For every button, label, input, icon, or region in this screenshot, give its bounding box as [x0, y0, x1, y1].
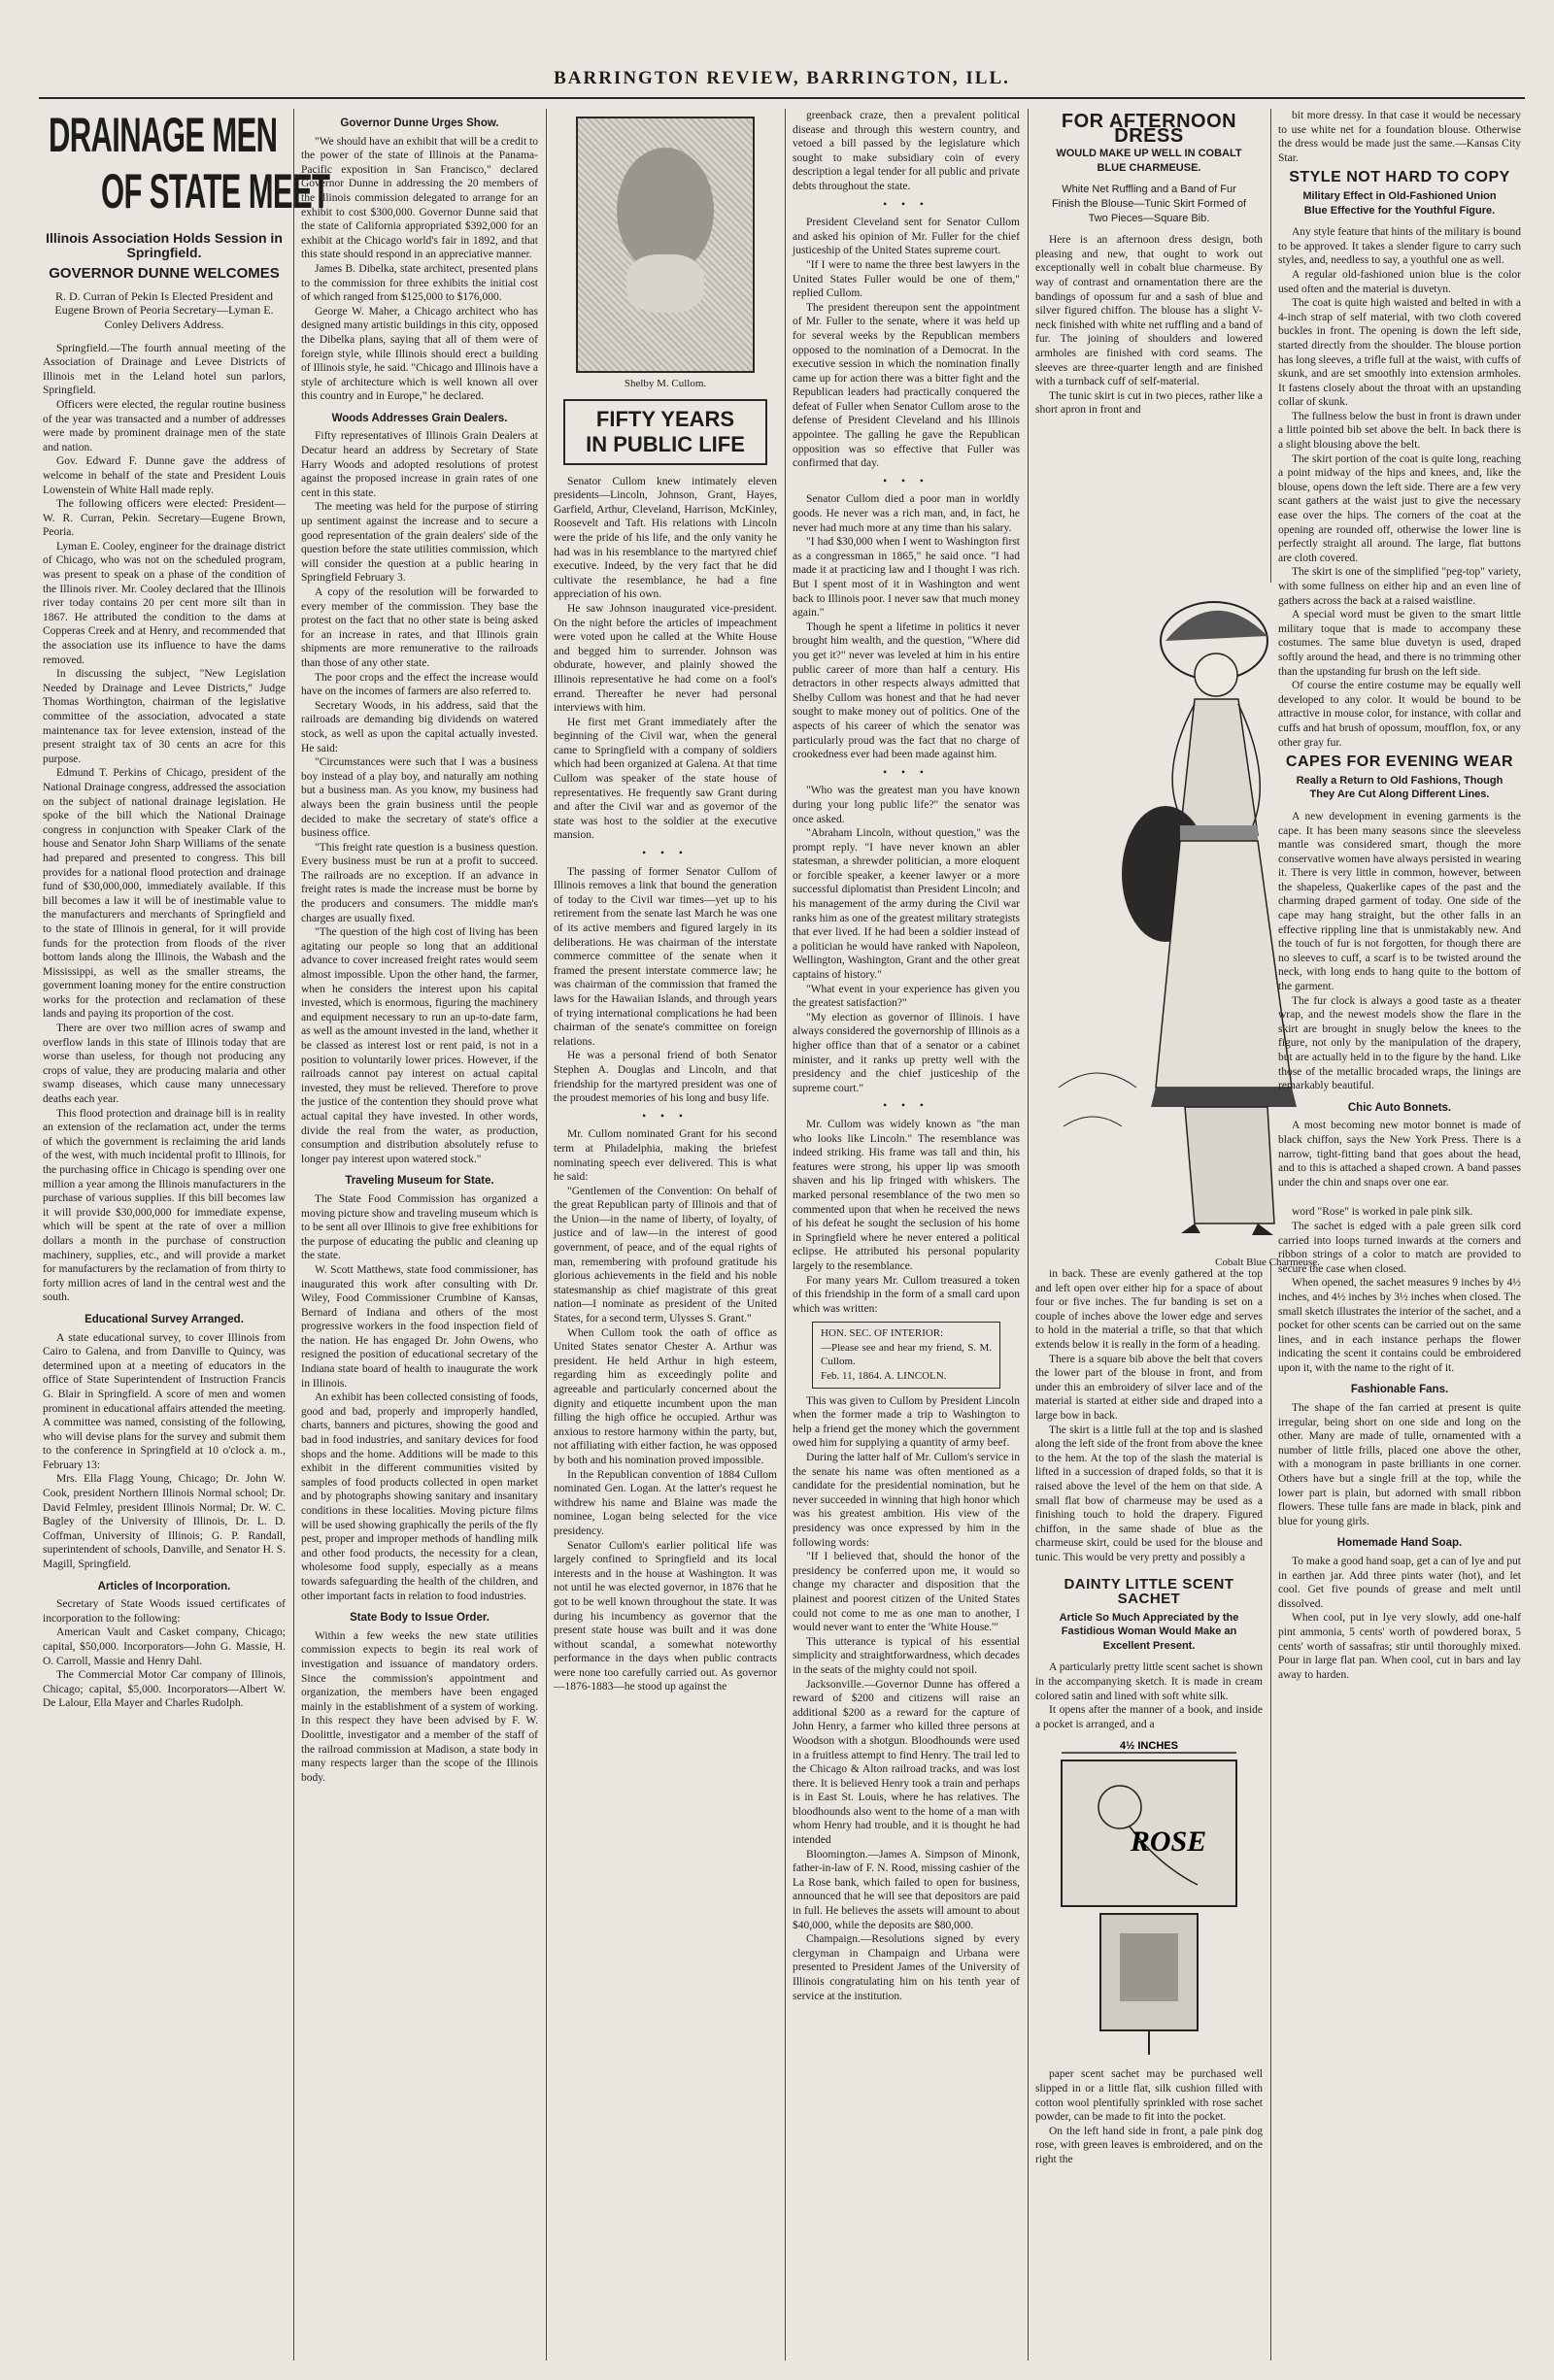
paragraph: He saw Johnson inaugurated vice-president. On the night before the articles of impeachment were voted upon he called at the White House and begged him to surrender. Johnson was obdurate, however, and plainly showed the Illinois representative he had come on a fool's errand. Thereafter he never had personal interviews with him. [554, 602, 777, 715]
paragraph: "Circumstances were such that I was a business boy instead of a play boy, and naturally am nothing but a business man. As you know, my business had always been the grain business until the people decided to make the secretary of state's office a business office. [301, 756, 538, 840]
paragraph: James B. Dibelka, state architect, presented plans to the commission for three exhibits the initial cost of which ranged from $125,000 to $176,000. [301, 262, 538, 304]
paragraph: He was a personal friend of both Senator Stephen A. Douglas and Lincoln, and that friendship for the martyred president was one of the proudest memories of his long and busy life. [554, 1050, 777, 1105]
paragraph: The shape of the fan carried at present is quite irregular, being short on one side and long on the other. Many are made of tulle, ornamented with a number of little frills, placed one above the other, with a monogram in paste brilliants in one corner. Others have but a single frill at the top, while the lower part is plain, but adorned with small ribbon flowers. These tulle fans are made in black, pink and blue for young girls. [1278, 1402, 1521, 1527]
column-2 [301, 109, 538, 2361]
headline: CAPES FOR EVENING WEAR [1285, 754, 1514, 771]
paragraph: "If I were to name the three best lawyers in the United States Fuller would be one of them," replied Cullom. [793, 258, 1020, 300]
paragraph: paper scent sachet may be purchased well slipped in or a little flat, silk cushion filled with cotton wool plentifully sprinkled with rose sachet powder, can be made to fit into the pocket. [1035, 2068, 1263, 2124]
boxed-headline [563, 399, 767, 465]
section-heading: Traveling Museum for State. [345, 1175, 494, 1188]
paragraph: in back. These are evenly gathered at the top and left open over either hip for a space of about four or five inches. The fur banding is set on a couple of inches above the lower edge and serves to hold in the material a trifle, so that that which extends below it is really in the form of a heading. [1035, 1268, 1263, 1351]
note-line: HON. SEC. OF INTERIOR: [821, 1327, 944, 1340]
paragraph: A state educational survey, to cover Illinois from Cairo to Galena, and from Danville to Quincy, was determined upon at a meeting of educators in the office of State Superintendent of Instruction Francis G. Blair in Springfield. A score of men and women prominent in educational affairs attended the meeting. A committee was named, consisting of the following, who will devise plans for the survey and submit them to the conference in Springfield at 10 o'clock a. m., February 13: [43, 1331, 286, 1471]
paragraph: There are over two million acres of swamp and overflow lands in this state of Illinois today that are worse than useless, for though not producing any crops of value, they are producing malaria and other swamp diseases, which cause many unnecessary deaths each year. [43, 1022, 286, 1106]
section-heading: Woods Addresses Grain Dealers. [331, 412, 508, 424]
paragraph: "What event in your experience has given you the greatest satisfaction?" [793, 983, 1020, 1010]
deck: WOULD MAKE UP WELL IN COBALT BLUE CHARMEUSE. [1056, 148, 1242, 174]
sachet-illustration [1042, 1739, 1256, 2060]
lincoln-note [812, 1322, 1000, 1388]
column-rule [1028, 109, 1029, 2361]
paragraph: Mrs. Ella Flagg Young, Chicago; Dr. John W. Cook, president Northern Illinois Normal school; Dr. David Felmley, president Illinois Normal; Dr. W. C. Bagley of the University of Illinois, Dr. L. D. Coffman, University of Illinois; G. P. Randall, superintendent of schools, Danville, and Senator H. S. Magill, Springfield. [43, 1473, 286, 1571]
paragraph: Gov. Edward F. Dunne gave the address of welcome in behalf of the state and President Louis Lowenstein of White Hall made reply. [43, 455, 286, 496]
paragraph: "Abraham Lincoln, without question," was the prompt reply. "I have never known an abler statesman, a shrewder politician, a more eloquent or forcible speaker, a keener lawyer or a more successful diplomatist than President Lincoln; and his management of the army during the Civil war ranks him as one of the greatest military strategists that ever lived. If he had been a soldier instead of a politician he would have ranked with Napoleon, Wellington, Washington, Grant and the other great captains of history." [793, 827, 1020, 982]
paragraph: This utterance is typical of his essential simplicity and straightforwardness, which decades in the seats of the mighty could not spoil. [793, 1635, 1020, 1676]
deck: Really a Return to Old Fashions, Though They Are Cut Along Different Lines. [1296, 774, 1503, 801]
headline: DRAINAGE MEN [49, 108, 278, 162]
paragraph: Of course the entire costume may be equally well developed to any color. It would be bound to be attractive in mouse color, for instance, with collar and cuffs and hat brush of opossum, moufflon, fox, or any other gray fur. [1278, 680, 1521, 749]
paragraph: He first met Grant immediately after the beginning of the Civil war, when the general came to Springfield with a company of soldiers which had been organized at Galena. At that time Cullom was speaker of the state house of representatives. He frequently saw Grant during and after the Civil war and as governor of the state was host to the soldier at the executive mansion. [554, 716, 777, 842]
deck: Military Effect in Old-Fashioned Union Blue Effective for the Youthful Figure. [1302, 189, 1497, 217]
paragraph: "We should have an exhibit that will be a credit to the power of the state of Illinois at the Panama-Pacific exposition in San Francisco," declared Governor Dunne in addressing the 20 members of the Illinois commission delegated to arrange for an exhibit to cost $300,000. Governor Dunne said that the state of California appropriated $392,000 for an exhibit at the Chicago world's fair in 1892, and that this state should respond in an appreciative manner. [301, 135, 538, 261]
paragraph: Senator Cullom died a poor man in worldly goods. He never was a rich man, and, in fact, he never had much more at any time than his salary. [793, 493, 1020, 534]
paragraph: The sachet is edged with a pale green silk cord carried into loops turned inwards at the corners and ribbon strings of a color to match are provided to secure the case when closed. [1278, 1220, 1521, 1275]
paragraph: Springfield.—The fourth annual meeting of the Association of Drainage and Levee Districts of Illinois met in the Leland hotel sun parlors, Springfield. [43, 342, 286, 397]
portrait-caption: Shelby M. Cullom. [624, 378, 707, 389]
paragraph: A particularly pretty little scent sachet is shown in the accompanying sketch. It is made in cream colored satin and lined with soft white silk. [1035, 1661, 1263, 1702]
paragraph: "I had $30,000 when I went to Washington first as a congressman in 1865," he said once. "I had made it at practicing law and I thought I was rich. But I spent most of it in Washington and went back to Illinois poor. I never saw that much money again." [793, 536, 1020, 620]
paragraph: The fur clock is always a good taste as a theater wrap, and the newest models show the flare in the skirt are brought in snugly below the knees to the figure, not only by the manipulation of the drapery, but are actually held in to the figure by the hand. Like those of the metallic brocaded wraps, the linings are remarkably beautiful. [1278, 994, 1521, 1092]
paragraph: The tunic skirt is cut in two pieces, rather like a short apron in front and [1035, 389, 1263, 417]
paragraph: Jacksonville.—Governor Dunne has offered a reward of $200 and citizens will raise an additional $200 as a reward for the capture of John Henry, a farmer who killed three persons at Woodson with a shotgun. Bloodhounds were used in a fruitless attempt to find Henry. The trail led to the Chicago & Alton railroad tracks, and was lost there. It is believed Henry took a train and perhaps is in East St. Louis, where he has relatives. The bloodhounds also went to the home of a man with whom Henry had trouble, and it is thought he had intended [793, 1678, 1020, 1847]
deck: R. D. Curran of Pekin Is Elected President and Eugene Brown of Peoria Secretary—Lyman E. Conley Delivers Address. [54, 288, 274, 331]
paragraph: On the left hand side in front, a pale pink dog rose, with green leaves is embroidered, and on the right the [1035, 2125, 1263, 2165]
paragraph: Lyman E. Cooley, engineer for the drainage district of Chicago, who was not on the scheduled program, was present to speak on a phase of the condition of the Illinois river. Mr. Cooley declared that the Illinois river today contains 20 per cent more silt than in 1867. He attributed the condition to the dams at Copperas Creek and at Henry, and recommended that the association use its influence to have the dams removed. [43, 540, 286, 666]
column-rule [293, 109, 294, 2361]
paragraph: Any style feature that hints of the military is bound to be approved. It takes a slender figure to carry such styles, and, needless to say, a youthful one as well. [1278, 226, 1521, 267]
headline-line: IN PUBLIC LIFE [586, 431, 745, 456]
separator: • • • [883, 475, 929, 487]
section-heading: Fashionable Fans. [1350, 1384, 1449, 1396]
section-heading: Homemade Hand Soap. [1336, 1537, 1463, 1550]
section-heading: State Body to Issue Order. [350, 1612, 490, 1625]
paragraph: Edmund T. Perkins of Chicago, president of the National Drainage congress, addressed the association on the subject of national drainage legislation. He spoke of the bill which the National Drainage congress in conjunction with Speaker Clark of the house and Senator John Sharp Williams of the senate had prepared and presented to congress. This bill provides for a national flood protection and drainage fund of $30,000,000, immediately available. If this bill becomes a law it will be of inestimable value to the manufacturers and merchants of Springfield and to the state of Illinois in general, for it will provide funds for the protection from floods of the river bottom lands along the Illinois, the Wabash and the Mississippi, as well as the smaller streams, the government loaning money for the entire construction works for the protection and reclamation of these lands and paying its proportion of the cost. [43, 767, 286, 1021]
paragraph: Fifty representatives of Illinois Grain Dealers at Decatur heard an address by Secretary of State Harry Woods and adopted resolutions of protest against the proposed increase in grain rates of one cent in this state. [301, 430, 538, 499]
paragraph: Senator Cullom's earlier political life was largely confined to Springfield and its local interests and in the house at Washington. It was not until he was elected governor, in 1876 that he got to be well known throughout the state. It was during his incumbency as governor that the present state house was built and it was done without scandal, a somewhat noteworthy performance in the days when public contracts were none too carefully carried out. As governor—1876-1883—he stood up against the [554, 1539, 777, 1693]
column-1 [43, 108, 330, 2361]
note-line: —Please see and hear my friend, S. M. Cullom. [821, 1341, 992, 1368]
separator: • • • [642, 1110, 689, 1123]
paragraph: A special word must be given to the smart little military toque that is made to accompany these costumes. The same blue duvetyn is used, draped softly around the head, and there is no trimming other than the upstanding fur brush on the left side. [1278, 609, 1521, 678]
paragraph: To make a good hand soap, get a can of lye and put in earthen jar. Add three pints water (hot), and let cool. Get five pounds of grease and melt until dissolved. [1278, 1556, 1521, 1610]
paragraph: When Cullom took the oath of office as United States senator Chester A. Arthur was president. He held Arthur in high esteem, regarding him as exceedingly polite and agreeable and particularly concerned about the dignity and etiquette incumbent upon the man filling the high office he occupied. Arthur was anxious to restore harmony within the party, but, not affiliating with either faction, he was opposed by both and his nomination proved impossible. [554, 1326, 777, 1466]
paragraph: Though he spent a lifetime in politics it never brought him wealth, and the question, "Where did you get it?" never was leveled at him in his entire public career of more than half a century. His detractors in other respects always admitted that Shelby Cullom was honest and that he had never sought to make money out of politics. One of the aspects of his career of which the senator was particularly proud was the fact that no charge of crookedness ever had been made against him. [793, 620, 1020, 761]
deck: GOVERNOR DUNNE WELCOMES [49, 265, 280, 283]
section-heading: Governor Dunne Urges Show. [340, 117, 499, 129]
separator: • • • [883, 1100, 929, 1113]
paragraph: The fullness below the bust in front is drawn under a little pointed bib set above the belt. In back there is a slight blousing above the belt. [1278, 410, 1521, 452]
section-heading: Educational Survey Arranged. [84, 1313, 244, 1325]
paragraph: Champaign.—Resolutions signed by every clergyman in Champaign and Urbana were presented to President James of the University of Illinois congratulating him on his tenth year of service at the institution. [793, 1933, 1020, 2002]
paragraph: When opened, the sachet measures 9 inches by 4½ inches, and 4½ inches by 3½ inches when closed. The small sketch illustrates the interior of the sachet, and a pocket for other scents can be carried out on the same lines, and in each instance perhaps the flower indicating the scent it contains could be embroidered upon it, with the name to the right of it. [1278, 1277, 1521, 1374]
portrait-beard [626, 254, 704, 313]
masthead-title: BARRINGTON REVIEW, BARRINGTON, ILL. [554, 68, 1010, 88]
sachet-icon [1042, 1739, 1256, 2060]
paragraph: The president thereupon sent the appointment of Mr. Fuller to the senate, where it was held up for several weeks by the Republican members opposed to the nomination of a Democrat. In the executive session in which the nomination finally came up for action there was a bitter fight and the Republican leaders had practically conquered the defeat of Fuller when Senator Cullom arose to the defense of President Cleveland and his Illinois appointee. The galling he gave the Republican opposition was so effective that Fuller was confirmed that day. [793, 301, 1020, 470]
paragraph: This was given to Cullom by President Lincoln when the former made a trip to Washington to help a friend get the money which the government owed him for supplying a quantity of army beef. [793, 1394, 1020, 1450]
column-rule [546, 109, 547, 2361]
paragraph: For many years Mr. Cullom treasured a token of this friendship in the form of a small card upon which was written: [793, 1274, 1020, 1315]
paragraph: Mr. Cullom nominated Grant for his second term at Philadelphia, making the briefest nominating speech ever delivered. This is what he said: [554, 1128, 777, 1184]
sachet-dimension: 4½ INCHES [1120, 1740, 1178, 1753]
paragraph: President Cleveland sent for Senator Cullom and asked his opinion of Mr. Fuller for the chief justiceship of the United States supreme court. [793, 217, 1020, 257]
separator: • • • [883, 766, 929, 779]
paragraph: The Commercial Motor Car company of Illinois, Chicago; capital, $5,000. Incorporators—Albert W. De Lalour, Ella Mayer and Charles Rudolph. [43, 1669, 286, 1710]
headline-block [43, 108, 330, 223]
paragraph: When cool, put in lye very slowly, add one-half pint ammonia, 5 cents' worth of powdered borax, 5 cents' worth of sassafras; stir until thoroughly mixed. Pour in large flat pan. When cool, cut in bars and lay away to harden. [1278, 1612, 1521, 1681]
spacer [1035, 418, 1263, 421]
separator: • • • [642, 848, 689, 860]
paragraph: greenback craze, then a prevalent political disease and through this western country, and vetoed a bill passed by the legislature which sought to make subsidiary coin of every description a legal tender for all public and private debts throughout the state. [793, 110, 1020, 192]
paragraph: A most becoming new motor bonnet is made of black chiffon, says the New York Press. There is a narrow, tight-fitting band that goes about the head, and to this is attached a shaped crown. A band passes under the chin and snaps over one ear. [1278, 1120, 1521, 1189]
headline-line: FIFTY YEARS [595, 406, 735, 431]
column-3 [554, 109, 777, 2361]
figure-caption: Cobalt Blue Charmeuse. [1215, 1257, 1320, 1268]
paragraph: In discussing the subject, "New Legislation Needed by Drainage and Levee Districts," Judge Thomas Worthington, chairman of the legislative committee of the association, advocated a state maintenance tax for levee extension, instead of the present straight tax of 30 cents an acre for this purpose. [43, 668, 286, 765]
paragraph: Within a few weeks the new state utilities commission expects to begin its real work of investigation and issuance of mandatory orders. Since the commission's appointment and organization, the members have been engaged mainly in the establishment of a system of working. In this respect they have been advised by F. W. Doolittle, investigator and a member of the staff of the railroad commission at Madison, a state body in many respects larger than the scope of the Illinois body. [301, 1629, 538, 1784]
paragraph: A regular old-fashioned union blue is the color used often and the material is duvetyn. [1278, 268, 1521, 295]
paragraph: An exhibit has been collected consisting of foods, good and bad, properly and improperly handled, charts, banners and pictures, showing the good and bad in food industries, and sanitary devices for food shops and the home. Additions will be made to this exhibit in the different communities visited by samples of food products collected in open market and by photographs showing sanitary and insanitary conditions in these localities. Moving picture films will be used showing graphically the perils of the fly pest, proper and improper methods of handling milk and other food products, the necessity for a clean, wholesome food supply, especially as a means towards safeguarding the health of the children, and other important facts in relation to food industries. [301, 1391, 538, 1602]
column-rule [785, 109, 786, 2361]
paragraph: "This freight rate question is a business question. Every business must be run at a profit to succeed. The railroads are no exception. If an advance in freight rates is made the increase must be borne by the producers and consumers. The middle man's charges are usually fixed. [301, 841, 538, 924]
paragraph: "Who was the greatest man you have known during your long public life?" the senator was once asked. [793, 785, 1020, 825]
paragraph: "Gentlemen of the Convention: On behalf of the great Republican party of Illinois and that of the Union—in the name of liberty, of loyalty, of justice and of law—in the interest of good government, of peace, and of the equal rights of man, remembering with profound gratitude his glorious achievements in the field and his noble statesmanship as chief magistrate of this great nation—I nominate as president of the United States, for a second term, Ulysses S. Grant." [554, 1185, 777, 1325]
headline: FOR AFTERNOON DRESS [1061, 111, 1237, 147]
paragraph: Officers were elected, the regular routine business of the year was transacted and a number of addresses were made by prominent drainage men of the state and nation. [43, 398, 286, 453]
paragraph: The skirt portion of the coat is quite long, reaching a point midway of the hips and knees, and, like the blouse, opens down the left side. There are a few very scant gathers at the waist just to give the necessary ease over the hips. The corners of the coat at the opening are rounded off, otherwise the lower line is perfectly straight all around. The large, flat buttons are cloth covered. [1278, 453, 1521, 564]
separator: • • • [883, 198, 929, 211]
portrait-image [576, 117, 755, 373]
paragraph: The poor crops and the effect the increase would have on the incomes of farmers are also referred to. [301, 671, 538, 698]
paragraph: Bloomington.—James A. Simpson of Minonk, father-in-law of F. N. Rood, missing cashier of the La Rose bank, which failed to open for business, announced that he will see that depositors are paid in full. He believes the assets will amount to about $40,000, while the deposits are $80,000. [793, 1848, 1020, 1931]
paragraph: Here is an afternoon dress design, both pleasing and new, that ought to work out exceptionally well in cobalt blue charmeuse. By way of contrast and ornamentation there are the bandings of opossum fur and a sash of blue and silver figured chiffon. The blouse has a slight V-neck finished with white net ruffling and a band of fur. The joining of shoulders and lowered armholes are finished with cord seams. The sleeves are three-quarter length and are finished with a turnback cuff of self-material. [1035, 234, 1263, 388]
paragraph: "The question of the high cost of living has been agitating our people so long that an additional advance to cover increased freight rates would seem almost impossible. Upon the other hand, the farmer, when he considers the interest upon his capital invested, which is enormous, figuring the machinery and equipment necessary to run an up-to-date farm, as well as the amount invested in the land, whether it be classed as interest lost or rent paid, is not in a position to voluntarily lower prices. However, if the railroads cannot pay interest on actual capital invested, they must be relieved. Therefore to prove the justice of the contention they should prove what actual capital they have invested. In other words, divide the real from the water, as production, consumption and distribution absolutely refuse to longer pay interest upon watered stock." [301, 926, 538, 1165]
column-5-lower [1035, 1267, 1263, 2361]
paragraph: The meeting was held for the purpose of stirring up sentiment against the increase and to secure a good representation of the grain dealers' side of the question before the state utilities commission, which will consider the question at a public hearing in Springfield February 3. [301, 501, 538, 585]
paragraph: A copy of the resolution will be forwarded to every member of the commission. They base the protest on the fact that no other state is being asked for an increase in rates, and that Illinois grain shipments are more remunerative to the railroads than those of any other state. [301, 587, 538, 669]
deck: Illinois Association Holds Session in Springfield. [46, 230, 283, 260]
note-line: Feb. 11, 1864. A. LINCOLN. [821, 1370, 947, 1383]
paragraph: The following officers were elected: President—W. R. Curran, Pekin. Secretary—Eugene Brown, Peoria. [43, 498, 286, 539]
paragraph: A new development in evening garments is the cape. It has been many seasons since the sleeveless mantle was considered smart, though the more conservative women have always persisted in wearing it. There is very little in common, however, between the shapeless, Quakerlike capes of the past and the charming draped garment of today. One side of the cape may hang straight, but the other falls in an effective rippling line that is unmistakably new. And the touch of fur is not forgotten, for though there are no sleeves to cuff, a scarf is to be twisted around the neck, with long ends to hang quite to the bottom of the garment. [1278, 810, 1521, 993]
paragraph: The skirt is one of the simplified "peg-top" variety, with some fullness on either hip and an even line of gathers across the back at a raised waistline. [1278, 566, 1521, 607]
paragraph: Mr. Cullom was widely known as "the man who looks like Lincoln." The resemblance was indeed striking. His frame was tall and thin, his features were strong, his upper lip was smooth shaven and his lip fringed with whiskers. The marked personal resemblance of the two men so commented upon that when he received the news of his defeat he sought the seclusion of his home in Springfield where he never entered a political eclipse. He attributed his personal popularity largely to the resemblance. [793, 1118, 1020, 1272]
headline: STYLE NOT HARD TO COPY [1289, 169, 1510, 186]
paragraph: "If I believed that, should the honor of the presidency be conferred upon me, it would so change my character and disposition that the plainest and poorest citizen of the United States could not come to me as one man to another, I would never want to enter the 'White House.'" [793, 1551, 1020, 1634]
masthead [39, 60, 1525, 99]
paragraph: This flood protection and drainage bill is in reality an extension of the reclamation act, under the terms of which the government is reclaiming the arid lands of the west, with much incidental profit to Illinois, for the purchasing office in Chicago is spending over one million a year among the Illinois manufacturers in the purchase of various supplies. If this bill becomes law it will provide $30,000,000 for immediate expense, which will be spent at the rate of over a million dollars a month in the purchase of construction machinery, supplies, etc., and will provide a market for manufacturers by the reclamation of from thirty to forty million acres of land in the central west and the south. [43, 1107, 286, 1304]
paragraph: The skirt is a little full at the top and is slashed along the left side of the front from above the knee to the hem. At the top of the slash the material is lifted in a succession of draped folds, so that it is raised above the level of the hem on that side. A small flat bow of charmeuse may be used as a finishing touch to hold the drapery. Figured chiffon, in the same shade of blue as the charmeuse skirt, could be used for the blouse and tunic. This would be very pretty and possibly a [1035, 1424, 1263, 1563]
section-heading: Chic Auto Bonnets. [1347, 1101, 1452, 1114]
paragraph: It opens after the manner of a book, and inside a pocket is arranged, and a [1035, 1704, 1263, 1730]
paragraph: Secretary of State Woods issued certificates of incorporation to the following: [43, 1598, 286, 1625]
paragraph: bit more dressy. In that case it would be necessary to use white net for a foundation blouse. Otherwise the dress would be made just the same.—Kansas City Star. [1278, 110, 1521, 164]
paragraph: George W. Maher, a Chicago architect who has designed many artistic buildings in this city, opposed the Dibelka plans, saying that all of them were of foreign style, while Illinois should erect a building of Illinois style, he said. "Chicago and Illinois have a style of architecture which is well known all over this country and in Europe," he declared. [301, 305, 538, 403]
paragraph: Secretary Woods, in his address, said that the railroads are demanding big dividends on watered stock, as well as upon the capital actually invested. He said: [301, 699, 538, 754]
paragraph: The coat is quite high waisted and belted in with a 4-inch strap of self material, with two cloth covered buckles in front. The opening is down the left side, started directly from the shoulder. The blouse portion has long sleeves, a trifle full at the waist, with cuffs of skunk, and are set smoothly into extension armholes. It fastens closely about the throat with an upstanding collar of skunk. [1278, 297, 1521, 409]
paragraph: During the latter half of Mr. Cullom's service in the senate his name was often mentioned as a candidate for the presidential nomination, but he never succeeded in winning that high honor which was his greatest ambition. His view of the presidency was once expressed by him in the following words: [793, 1452, 1020, 1549]
headline: OF STATE MEET [101, 164, 330, 218]
paragraph: American Vault and Casket company, Chicago; capital, $50,000. Incorporators—John G. Massie, H. O. Carroll, Massie and Henry Dahl. [43, 1626, 286, 1667]
section-heading: Articles of Incorporation. [97, 1580, 231, 1592]
sachet-word: ROSE [1130, 1826, 1207, 1859]
paragraph: In the Republican convention of 1884 Cullom nominated Gen. Logan. At the latter's request he withdrew his name and Blaine was made the nominee, Logan being selected for the vice presidency. [554, 1468, 777, 1537]
paragraph: word "Rose" is worked in pale pink silk. [1292, 1206, 1473, 1219]
deck: White Net Ruffling and a Band of Fur Finish the Blouse—Tunic Skirt Formed of Two Pieces—Square Bib. [1051, 184, 1247, 224]
paragraph: The State Food Commission has organized a moving picture show and traveling museum which is to be sent all over Illinois to give free exhibitions for the purpose of educating the public and cleaning up the state. [301, 1192, 538, 1262]
column-4 [793, 109, 1020, 2361]
headline: DAINTY LITTLE SCENT SACHET [1064, 1576, 1234, 1608]
column-6 [1278, 109, 1521, 2361]
paragraph: "My election as governor of Illinois. I have always considered the governorship of Illinois as a higher office than that of a senator or a cabinet minister, and it ranks up pretty well with the presidency and the chief justiceship of the supreme court." [793, 1011, 1020, 1094]
paragraph: The passing of former Senator Cullom of Illinois removes a link that bound the generation of today to the Civil war times—yet up to his retirement from the senate last March he was one of its active members and figured largely in its deliberations. He was chairman of the interstate commerce committee of the senate when it framed the present interstate commerce law; he was chairman of the commission that framed the laws for the Hawaiian Islands, and through years of trying international complications he had been chairman of the senate's committee on foreign relations. [554, 865, 777, 1048]
paragraph: Senator Cullom knew intimately eleven presidents—Lincoln, Johnson, Grant, Hayes, Garfield, Arthur, Cleveland, Harrison, McKinley, Roosevelt and Taft. His relations with Lincoln were the pride of his life, and the only vanity he had was in his resemblance to the martyred chief executive. Indeed, by the very fact that he did cultivate the resemblance, he had a fine appreciation of his own. [554, 475, 777, 601]
paragraph: W. Scott Matthews, state food commissioner, has inaugurated this work after consulting with Dr. Wiley, Food Commissioner Crumbine of Kansas, Bernard of Indiana and others of the most progressive workers in the food inspection field of the nation. He has engaged Dr. John Owens, who resigned the position of educational secretary of the Indiana state board of health to inaugurate the work in Illinois. [301, 1263, 538, 1390]
deck: Article So Much Appreciated by the Fastidious Woman Would Make an Excellent Present. [1059, 1611, 1239, 1652]
paragraph: There is a square bib above the belt that covers the lower part of the blouse in front, and from under this an embroidery of silver lace and of the material is started at either side and draped into a large bow in back. [1035, 1353, 1263, 1422]
